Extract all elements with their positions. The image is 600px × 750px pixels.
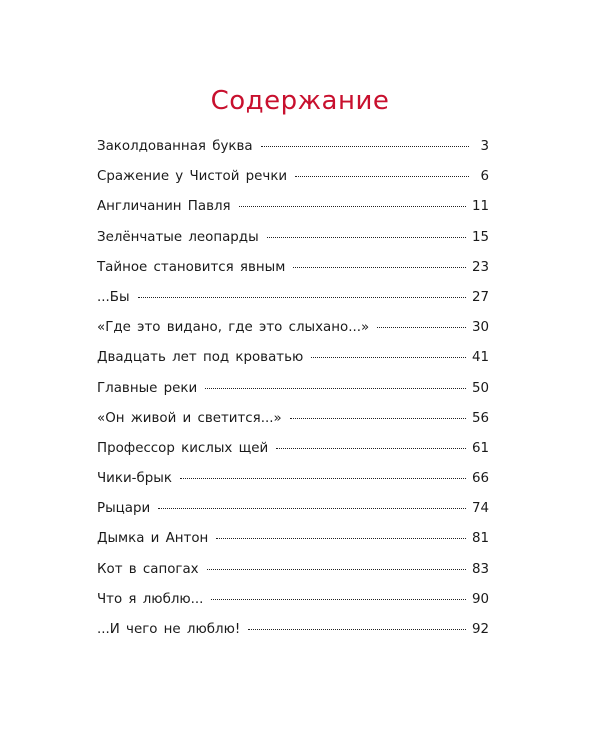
dot-leader — [205, 388, 466, 389]
toc-entry[interactable] — [97, 379, 489, 409]
toc-entry-page: 3 — [480, 139, 489, 154]
dot-leader — [239, 206, 466, 207]
toc-entry-page: 92 — [471, 622, 489, 637]
dot-leader — [295, 176, 469, 177]
toc-entry[interactable] — [97, 469, 489, 499]
dot-leader — [207, 569, 466, 570]
toc-entry[interactable] — [97, 529, 489, 559]
toc-entry-title: «Где это видано, где это слыхано...» — [97, 320, 370, 336]
toc-entry-title: Чики-брык — [97, 471, 172, 487]
dot-leader — [180, 478, 466, 479]
toc-entry-page: 61 — [471, 440, 489, 456]
toc-entry[interactable] — [97, 167, 489, 197]
toc-entry[interactable] — [97, 137, 489, 167]
toc-entry-page: 30 — [471, 320, 489, 336]
toc-entry[interactable] — [97, 288, 489, 318]
table-of-contents — [97, 137, 489, 650]
toc-entry-page: 81 — [471, 531, 489, 547]
dot-leader — [267, 237, 466, 238]
dot-leader — [276, 448, 466, 449]
toc-entry[interactable] — [97, 499, 489, 529]
toc-entry[interactable] — [97, 348, 489, 378]
toc-entry-page: 74 — [471, 501, 489, 517]
dot-leader — [138, 297, 466, 298]
toc-entry[interactable] — [97, 439, 489, 469]
toc-entry-title: Сражение у Чистой речки — [97, 169, 288, 185]
dot-leader — [211, 599, 466, 600]
toc-entry-title: «Он живой и светится...» — [97, 410, 282, 426]
toc-entry[interactable] — [97, 318, 489, 348]
toc-entry-title: Тайное становится явным — [97, 259, 286, 275]
toc-entry-title: Профессор кислых щей — [97, 440, 269, 456]
toc-entry-page: 6 — [480, 169, 489, 185]
toc-entry[interactable] — [97, 197, 489, 227]
toc-entry[interactable] — [97, 560, 489, 590]
toc-entry-title: Зелёнчатые леопарды — [97, 229, 259, 245]
toc-entry-title: ...И чего не люблю! — [97, 622, 241, 637]
toc-entry[interactable] — [97, 620, 489, 650]
toc-entry-page: 83 — [471, 561, 489, 577]
dot-leader — [216, 538, 466, 539]
dot-leader — [248, 629, 466, 630]
toc-entry[interactable] — [97, 258, 489, 288]
toc-entry-title: Кот в сапогах — [97, 561, 199, 577]
toc-entry-title: Двадцать лет под кроватью — [97, 350, 304, 366]
toc-entry[interactable] — [97, 228, 489, 258]
toc-entry-page: 27 — [471, 289, 489, 305]
dot-leader — [377, 327, 466, 328]
toc-entry-title: ...Бы — [97, 289, 130, 305]
dot-leader — [293, 267, 466, 268]
toc-entry[interactable] — [97, 590, 489, 620]
toc-entry-title: Заколдованная буква — [97, 139, 253, 154]
toc-entry-title: Что я люблю... — [97, 591, 204, 607]
toc-entry-title: Рыцари — [97, 501, 151, 517]
toc-entry-title: Англичанин Павля — [97, 199, 231, 215]
toc-entry-page: 66 — [471, 471, 489, 487]
dot-leader — [261, 146, 469, 147]
dot-leader — [158, 508, 466, 509]
dot-leader — [290, 418, 466, 419]
toc-entry-title: Главные реки — [97, 380, 198, 396]
toc-entry[interactable] — [97, 409, 489, 439]
toc-entry-page: 11 — [471, 199, 489, 215]
toc-entry-page: 56 — [471, 410, 489, 426]
toc-entry-page: 23 — [471, 259, 489, 275]
dot-leader — [311, 357, 466, 358]
page-title: Содержание — [210, 86, 390, 116]
toc-entry-page: 15 — [471, 229, 489, 245]
toc-entry-title: Дымка и Антон — [97, 531, 209, 547]
toc-entry-page: 90 — [471, 591, 489, 607]
toc-entry-page: 50 — [471, 380, 489, 396]
toc-entry-page: 41 — [471, 350, 489, 366]
